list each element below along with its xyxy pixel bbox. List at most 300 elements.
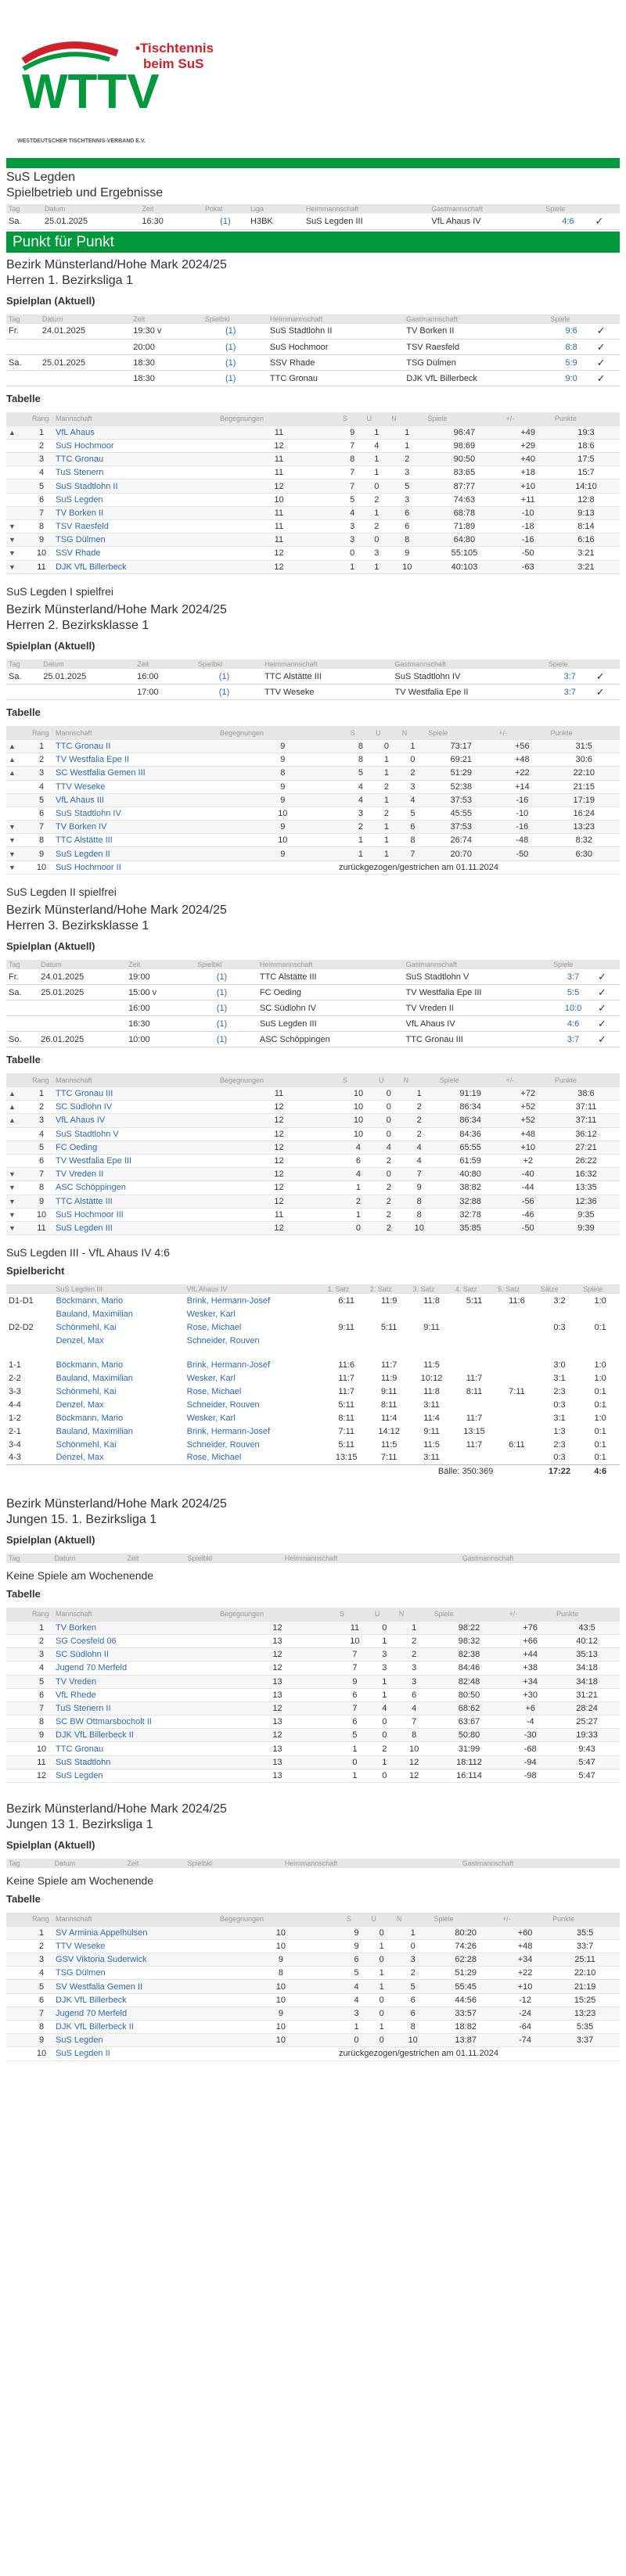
- schedule-row: Sa. 25.01.2025 18:30 (1) SSV Rhade TSG Dülmen 5:9 ✓: [6, 355, 620, 371]
- team-link[interactable]: DJK VfL Billerbeck: [53, 560, 202, 573]
- rank-marker: [6, 1926, 30, 1939]
- column-header: Spielbkl: [203, 314, 259, 324]
- column-header: Tag: [6, 314, 40, 324]
- team-link[interactable]: ASC Schöppingen: [53, 1181, 202, 1195]
- column-header: U: [365, 412, 390, 426]
- table-row: 4 TSG Dülmen 8 5 1 2 51:29 +22 22:10: [6, 1967, 620, 1980]
- team-link[interactable]: VfL Rhede: [53, 1688, 202, 1701]
- table-row: 10 SuS Legden II zurückgezogen/gestrichen am 01.11.2024: [6, 2047, 620, 2060]
- team-link[interactable]: TTC Alstätte III: [53, 834, 202, 847]
- team-link[interactable]: TuS Stenern: [53, 466, 202, 480]
- column-header: Rang: [30, 1608, 53, 1621]
- column-header: Zeit: [131, 314, 193, 324]
- column-header: Gastmannschaft: [393, 659, 546, 669]
- rank-marker: [6, 493, 30, 506]
- report-row: Denzel, Max Schneider, Rouven: [56, 1335, 260, 1345]
- column-header: Spiele: [431, 1913, 499, 1926]
- column-header: Tag: [6, 1554, 52, 1563]
- arrow-up-icon: ▲: [6, 1114, 30, 1127]
- table-row: 3 TTC Gronau 11 8 1 2 90:50 +40 17:5: [6, 453, 620, 466]
- column-header: Heimmannschaft: [304, 204, 430, 214]
- arrow-up-icon: ▲: [6, 1087, 30, 1101]
- rank-marker: [6, 2007, 30, 2020]
- schedule-row: Sa. 25.01.2025 16:00 (1) TTC Alstätte III SuS Stadtlohn IV 3:7 ✓: [6, 669, 620, 684]
- match-score-link[interactable]: 8:8: [549, 340, 595, 355]
- column-header: 2. Satz: [368, 1284, 410, 1294]
- spielplan-label: Spielplan (Aktuell): [6, 294, 95, 307]
- table-row: ▼ 9 SuS Legden II 9 1 1 7 20:70 -50 6:30: [6, 847, 620, 860]
- column-header: [6, 412, 30, 426]
- team-link[interactable]: SuS Hochmoor: [53, 439, 202, 452]
- schedule-row: 16:00 (1) SC Südlohn IV TV Vreden II 10:0 ✓: [6, 1001, 620, 1016]
- column-header: Datum: [52, 1554, 125, 1563]
- column-header: Begegnungen: [218, 1913, 344, 1926]
- table-row: 6 DJK VfL Billerbeck 10 4 0 6 44:56 -12 15:25: [6, 1993, 620, 2007]
- team-link[interactable]: SuS Legden II: [53, 847, 202, 860]
- column-header: Punkte: [554, 1608, 620, 1621]
- table-row: 12 SuS Legden 13 1 0 12 16:114 -98 5:47: [6, 1769, 620, 1782]
- league-region: Bezirk Münsterland/Hohe Mark 2024/25: [6, 257, 227, 271]
- arrow-up-icon: ▲: [6, 753, 30, 767]
- column-header: [186, 960, 195, 969]
- column-header: [447, 1554, 460, 1563]
- column-header: Spiele: [551, 960, 595, 969]
- sets-total: 17:22: [538, 1464, 581, 1478]
- team-link[interactable]: SuS Stadtlohn II: [53, 480, 202, 493]
- match-score-link[interactable]: 5:5: [551, 985, 595, 1001]
- team-link[interactable]: TTV Weseke: [53, 780, 202, 793]
- team-link[interactable]: TTC Gronau: [53, 1742, 202, 1755]
- rank-marker: [6, 2021, 30, 2034]
- match-score-link[interactable]: 9:6: [549, 324, 595, 340]
- column-header: Tag: [6, 960, 38, 969]
- column-header: Punkte: [550, 1913, 620, 1926]
- match-score-link[interactable]: 9:0: [549, 371, 595, 386]
- column-header: U: [369, 1913, 394, 1926]
- column-header: Rang: [30, 1073, 53, 1087]
- report-row: Bauland, Maximilian Wesker, Karl: [56, 1309, 236, 1319]
- team-link[interactable]: TV Borken: [53, 1621, 202, 1634]
- league-region: Bezirk Münsterland/Hohe Mark 2024/25: [6, 1497, 227, 1511]
- match-count-link[interactable]: (1): [195, 1001, 249, 1016]
- column-header: [269, 1554, 282, 1563]
- schedule-row: Fr. 24.01.2025 19:30 v (1) SuS Stadtlohn II TV Borken II 9:6 ✓: [6, 324, 620, 340]
- team-link[interactable]: SC BW Ottmarsbocholt II: [53, 1716, 202, 1729]
- column-header: +/-: [496, 726, 548, 739]
- team-link[interactable]: TTC Alstätte III: [53, 1195, 202, 1208]
- column-header: [193, 204, 203, 214]
- team-link[interactable]: TV Vreden II: [53, 1168, 202, 1181]
- match-score-link[interactable]: 4:6: [551, 1016, 595, 1032]
- column-header: Datum: [40, 314, 131, 324]
- column-header: Zeit: [139, 204, 192, 214]
- report-row: 3-3 Schönmehl, Kai Rose, Michael 11:7 9:11 11:8 8:11 7:11 2:3 0:1: [9, 1386, 606, 1396]
- schedule-row: Sa. 25.01.2025 15:00 v (1) FC Oeding TV Westfalia Epe III 5:5 ✓: [6, 985, 620, 1001]
- team-link[interactable]: TV Borken II: [53, 506, 202, 519]
- withdrawn-note: zurückgezogen/gestrichen am 01.11.2024: [218, 860, 620, 874]
- column-header: [6, 1913, 30, 1926]
- column-header: 4. Satz: [453, 1284, 495, 1294]
- match-score-link[interactable]: 4:6: [543, 214, 592, 229]
- column-header: U: [372, 1608, 397, 1621]
- team-link[interactable]: TSG Dülmen: [53, 1967, 202, 1980]
- match-count-link[interactable]: (1): [203, 355, 259, 371]
- check-icon: ✓: [595, 324, 620, 340]
- column-header: [594, 659, 620, 669]
- team-link[interactable]: DJK VfL Billerbeck: [53, 1993, 202, 2007]
- column-header: S: [340, 1073, 376, 1087]
- no-games-note: Keine Spiele am Wochenende: [6, 1874, 154, 1887]
- team-link[interactable]: TuS Stenern II: [53, 1701, 202, 1715]
- match-score-link[interactable]: 10:0: [551, 1001, 595, 1016]
- league-region: Bezirk Münsterland/Hohe Mark 2024/25: [6, 903, 227, 917]
- table-row: 4 TTV Weseke 9 4 2 3 52:38 +14 21:15: [6, 780, 620, 793]
- match-score-link[interactable]: 5:9: [549, 355, 595, 371]
- free-note: SuS Legden II spielfrei: [6, 885, 117, 898]
- standings-table: [6, 726, 620, 875]
- column-header: Tag: [6, 1859, 52, 1868]
- column-header: Mannschaft: [53, 1073, 202, 1087]
- table-row: 5 FC Oeding 12 4 4 4 65:55 +10 27:21: [6, 1141, 620, 1154]
- schedule-table: [6, 314, 620, 387]
- match-score-link[interactable]: 3:7: [546, 684, 594, 700]
- check-icon: ✓: [595, 969, 620, 985]
- league-name: Jungen 15. 1. Bezirksliga 1: [6, 1513, 157, 1527]
- table-row: 3 SC Südlohn II 12 7 3 2 82:38 +44 35:13: [6, 1648, 620, 1662]
- column-header: Heimmannschaft: [282, 1859, 447, 1868]
- column-header: Liga: [248, 204, 304, 214]
- team-link[interactable]: SC Südlohn II: [53, 1648, 202, 1662]
- column-header: [171, 1859, 185, 1868]
- table-row: ▼ 8 TSV Raesfeld 11 3 2 6 71:89 -18 8:14: [6, 520, 620, 534]
- table-row: 6 TV Westfalia Epe III 12 6 2 4 61:59 +2 26:22: [6, 1154, 620, 1167]
- table-row: ▼ 9 TSG Dülmen 11 3 0 8 64:80 -16 6:16: [6, 534, 620, 547]
- table-row: 1 TV Borken 12 11 0 1 98:22 +76 43:5: [6, 1621, 620, 1634]
- schedule-table: [6, 659, 620, 701]
- team-link[interactable]: SuS Stadtlohn IV: [53, 807, 202, 820]
- team-link[interactable]: SuS Hochmoor III: [53, 1208, 202, 1221]
- rank-marker: [6, 1716, 30, 1729]
- schedule-row: 18:30 (1) TTC Gronau DJK VfL Billerbeck 9:0 ✓: [6, 371, 620, 386]
- rank-marker: [6, 1742, 30, 1755]
- column-header: S: [340, 412, 365, 426]
- column-header: 5. Satz: [495, 1284, 538, 1294]
- arrow-up-icon: ▲: [6, 1101, 30, 1114]
- check-icon: ✓: [594, 669, 620, 684]
- column-header: Pokal: [203, 204, 248, 214]
- tabelle-label: Tabelle: [6, 706, 41, 719]
- check-icon: ✓: [595, 985, 620, 1001]
- team-link[interactable]: SV Arminia Appelhülsen: [53, 1926, 202, 1939]
- column-header: Zeit: [135, 659, 186, 669]
- column-header: [202, 1913, 218, 1926]
- logo-tagline-1: •Tischtennis: [135, 41, 214, 56]
- team-link[interactable]: TTC Gronau II: [53, 739, 202, 753]
- team-link[interactable]: SC Südlohn IV: [53, 1101, 202, 1114]
- table-row: ▲ 1 VfL Ahaus 11 9 1 1 96:47 +49 19:3: [6, 426, 620, 439]
- arrow-up-icon: ▲: [6, 739, 30, 753]
- match-count-link[interactable]: (1): [195, 985, 249, 1001]
- rank-marker: [6, 2047, 30, 2060]
- logo-org-name: WESTDEUTSCHER TISCHTENNIS-VERBAND E.V.: [17, 138, 146, 144]
- team-link[interactable]: TTC Gronau III: [53, 1087, 202, 1101]
- column-header: [395, 314, 404, 324]
- table-row: 4 Jugend 70 Merfeld 12 7 3 3 84:46 +38 34:18: [6, 1662, 620, 1675]
- column-header: Spiele: [543, 204, 592, 214]
- column-header: [269, 1859, 282, 1868]
- table-row: 6 SuS Legden 10 5 2 3 74:63 +11 12:8: [6, 493, 620, 506]
- team-link[interactable]: SG Coesfeld 06: [53, 1634, 202, 1647]
- team-link[interactable]: TV Westfalia Epe III: [53, 1154, 202, 1167]
- table-row: 5 TV Vreden 13 9 1 3 82:48 +34 34:18: [6, 1675, 620, 1688]
- column-header: N: [400, 726, 426, 739]
- table-row: 6 SuS Stadtlohn IV 10 3 2 5 45:55 -10 16:24: [6, 807, 620, 820]
- team-link[interactable]: SuS Legden: [53, 2034, 202, 2047]
- arrow-down-icon: ▼: [6, 1221, 30, 1234]
- rank-marker: [6, 1662, 30, 1675]
- column-header: [249, 960, 257, 969]
- arrow-down-icon: ▼: [6, 1181, 30, 1195]
- column-header: [258, 314, 267, 324]
- team-link[interactable]: DJK VfL Billerbeck II: [53, 2021, 202, 2034]
- spielplan-label: Spielplan (Aktuell): [6, 940, 95, 952]
- rank-marker: [6, 1939, 30, 1953]
- match-count-link[interactable]: (1): [203, 371, 259, 386]
- rank-marker: [6, 807, 30, 820]
- table-row: 9 DJK VfL Billerbeck II 12 5 0 8 50:80 -30 19:33: [6, 1729, 620, 1742]
- table-row: 6 VfL Rhede 13 6 1 6 80:50 +30 31:21: [6, 1688, 620, 1701]
- match-count-link[interactable]: (1): [196, 684, 254, 700]
- team-link[interactable]: TSG Dülmen: [53, 534, 202, 547]
- column-header: Mannschaft: [53, 412, 202, 426]
- column-header: +/-: [500, 1913, 550, 1926]
- column-header: [6, 726, 30, 739]
- rank-marker: [6, 1675, 30, 1688]
- team-link[interactable]: SuS Legden: [53, 1769, 202, 1782]
- tabelle-label: Tabelle: [6, 1893, 41, 1905]
- report-title: SuS Legden III - VfL Ahaus IV 4:6: [6, 1246, 170, 1259]
- report-table: [6, 1284, 620, 1478]
- column-header: Heimmannschaft: [262, 659, 383, 669]
- check-icon: ✓: [595, 340, 620, 355]
- column-header: Mannschaft: [53, 1608, 202, 1621]
- table-row: ▼ 11 DJK VfL Billerbeck 12 1 1 10 40:103 -63 3:21: [6, 560, 620, 573]
- check-icon: ✓: [592, 214, 620, 229]
- column-header: Spiele: [437, 1073, 504, 1087]
- report-row: 1-1 Böckmann, Mario Brink, Hermann-Josef 11:6 11:7 11:5 3:0 1:0: [9, 1360, 606, 1370]
- match-count-link[interactable]: (1): [195, 1032, 249, 1047]
- team-link[interactable]: TV Borken IV: [53, 821, 202, 834]
- standings-table: [6, 1073, 620, 1235]
- column-header: Spielbkl: [185, 1859, 268, 1868]
- table-row: 9 SuS Legden 10 0 0 10 13:87 -74 3:37: [6, 2034, 620, 2047]
- table-row: 5 SV Westfalia Gemen II 10 4 1 5 55:45 +10 21:19: [6, 1980, 620, 1993]
- team-link[interactable]: TV Westfalia Epe II: [53, 753, 202, 767]
- match-count-link[interactable]: (1): [203, 214, 248, 229]
- team-link[interactable]: SuS Legden: [53, 493, 202, 506]
- rank-marker: [6, 1127, 30, 1141]
- spielbericht-label: Spielbericht: [6, 1265, 65, 1277]
- column-header: Gastmannschaft: [460, 1554, 620, 1563]
- column-header: Begegnungen: [218, 1608, 337, 1621]
- team-link[interactable]: Jugend 70 Merfeld: [53, 1662, 202, 1675]
- spielplan-label: Spielplan (Aktuell): [6, 1534, 95, 1547]
- column-header: Heimmannschaft: [257, 960, 395, 969]
- arrow-down-icon: ▼: [6, 821, 30, 834]
- table-row: 7 Jugend 70 Merfeld 9 3 0 6 33:57 -24 13:23: [6, 2007, 620, 2020]
- column-header: Datum: [52, 1859, 125, 1868]
- team-link[interactable]: SC Westfalia Gemen III: [53, 767, 202, 780]
- match-score-link[interactable]: 3:7: [551, 1032, 595, 1047]
- team-link[interactable]: SuS Hochmoor II: [53, 860, 202, 874]
- team-link[interactable]: SuS Legden II: [53, 2047, 202, 2060]
- column-header: Mannschaft: [53, 726, 202, 739]
- table-row: ▼ 10 SSV Rhade 12 0 3 9 55:105 -50 3:21: [6, 547, 620, 560]
- column-header: VfL Ahaus IV: [185, 1284, 326, 1294]
- arrow-down-icon: ▼: [6, 547, 30, 560]
- green-bar: [6, 158, 620, 168]
- column-header: Datum: [41, 659, 135, 669]
- table-row: 2 SG Coesfeld 06 13 10 1 2 98:32 +66 40:12: [6, 1634, 620, 1647]
- column-header: N: [389, 412, 425, 426]
- schedule-table: [6, 960, 620, 1048]
- rank-marker: [6, 439, 30, 452]
- team-link[interactable]: SSV Rhade: [53, 547, 202, 560]
- column-header: SuS Legden III: [53, 1284, 184, 1294]
- column-header: [202, 1608, 218, 1621]
- check-icon: ✓: [595, 371, 620, 386]
- team-link[interactable]: VfL Ahaus III: [53, 793, 202, 807]
- rank-marker: [6, 1154, 30, 1167]
- team-link[interactable]: Jugend 70 Merfeld: [53, 2007, 202, 2020]
- column-header: Spiele: [426, 726, 496, 739]
- table-row: 8 DJK VfL Billerbeck II 10 1 1 8 18:82 -64 5:35: [6, 2021, 620, 2034]
- report-row: D1-D1 Böckmann, Mario Brink, Hermann-Josef 6:11 11:9 11:8 5:11 11:6 3:2 1:0: [9, 1295, 606, 1306]
- rank-marker: [6, 2034, 30, 2047]
- team-link[interactable]: TV Vreden: [53, 1675, 202, 1688]
- column-header: +/-: [504, 412, 552, 426]
- arrow-up-icon: ▲: [6, 426, 30, 439]
- column-header: Punkte: [552, 1073, 620, 1087]
- match-score-link[interactable]: 3:7: [551, 969, 595, 985]
- column-header: [595, 314, 620, 324]
- rank-marker: [6, 1953, 30, 1967]
- team-link[interactable]: SuS Stadtlohn: [53, 1755, 202, 1769]
- match-count-link[interactable]: (1): [195, 969, 249, 985]
- match-count-link[interactable]: (1): [203, 324, 259, 340]
- table-row: ▼ 11 SuS Legden III 12 0 2 10 35:85 -50 9:39: [6, 1221, 620, 1234]
- check-icon: ✓: [595, 1001, 620, 1016]
- table-row: 3 GSV Viktoria Suderwick 9 6 0 3 62:28 +34 25:11: [6, 1953, 620, 1967]
- arrow-up-icon: ▲: [6, 767, 30, 780]
- team-link[interactable]: SV Westfalia Gemen II: [53, 1980, 202, 1993]
- column-header: S: [337, 1608, 372, 1621]
- column-header: S: [344, 1913, 369, 1926]
- column-header: [202, 726, 218, 739]
- logo-tagline-2: beim SuS: [143, 56, 204, 71]
- rank-marker: [6, 1993, 30, 2007]
- match-score-link[interactable]: 3:7: [546, 669, 594, 684]
- rank-marker: [6, 480, 30, 493]
- club-name: SuS Legden: [6, 171, 76, 184]
- column-header: 3. Satz: [410, 1284, 452, 1294]
- column-header: Tag: [6, 204, 42, 214]
- column-header: Spiele: [432, 1608, 507, 1621]
- team-link[interactable]: TSV Raesfeld: [53, 520, 202, 534]
- spielplan-label: Spielplan (Aktuell): [6, 1839, 95, 1851]
- column-header: 1. Satz: [325, 1284, 367, 1294]
- rank-marker: [6, 1729, 30, 1742]
- no-games-note: Keine Spiele am Wochenende: [6, 1569, 154, 1583]
- column-header: [6, 1284, 53, 1294]
- column-header: Zeit: [126, 960, 186, 969]
- team-link[interactable]: DJK VfL Billerbeck II: [53, 1729, 202, 1742]
- club-subtitle: Spielbetrieb und Ergebnisse: [6, 186, 164, 199]
- table-row: 2 TTV Weseke 10 9 1 0 74:26 +48 33:7: [6, 1939, 620, 1953]
- column-header: S: [348, 726, 374, 739]
- team-link[interactable]: SuS Legden III: [53, 1221, 202, 1234]
- report-row: 3-4 Schönmehl, Kai Schneider, Rouven 5:11 11:5 11:5 11:7 6:11 2:3 0:1: [9, 1439, 606, 1450]
- standings-table: [6, 412, 620, 574]
- match-count-link[interactable]: (1): [195, 1016, 249, 1032]
- arrow-down-icon: ▼: [6, 520, 30, 534]
- column-header: Heimmannschaft: [282, 1554, 447, 1563]
- team-link[interactable]: VfL Ahaus IV: [53, 1114, 202, 1127]
- team-link[interactable]: GSV Viktoria Suderwick: [53, 1953, 202, 1967]
- report-row: 2-1 Bauland, Maximilian Brink, Hermann-Josef 7:11 14:12 9:11 13:15 1:3 0:1: [9, 1426, 606, 1436]
- table-row: ▼ 9 TTC Alstätte III 12 2 2 8 32:88 -56 12:36: [6, 1195, 620, 1208]
- match-count-link[interactable]: (1): [203, 340, 259, 355]
- column-header: [194, 314, 203, 324]
- column-header: Tag: [6, 659, 41, 669]
- schedule-row: 17:00 (1) TTV Weseke TV Westfalia Epe II 3:7 ✓: [6, 684, 620, 700]
- rank-marker: [6, 1621, 30, 1634]
- team-link[interactable]: VfL Ahaus: [53, 426, 202, 439]
- report-total-row: [6, 1464, 620, 1478]
- standings-table: [6, 1608, 620, 1783]
- arrow-down-icon: ▼: [6, 1195, 30, 1208]
- arrow-down-icon: ▼: [6, 1168, 30, 1181]
- table-row: ▼ 10 SuS Hochmoor III 11 1 2 8 32:78 -46 9:35: [6, 1208, 620, 1221]
- table-row: 7 TV Borken II 11 4 1 6 68:78 -10 9:13: [6, 506, 620, 519]
- check-icon: ✓: [594, 684, 620, 700]
- table-row: ▼ 8 ASC Schöppingen 12 1 2 9 38:82 -44 13:35: [6, 1181, 620, 1195]
- table-row: 5 VfL Ahaus III 9 4 1 4 37:53 -16 17:19: [6, 793, 620, 807]
- rank-marker: [6, 1648, 30, 1662]
- league-region: Bezirk Münsterland/Hohe Mark 2024/25: [6, 1802, 227, 1816]
- tabelle-label: Tabelle: [6, 393, 41, 404]
- column-header: Spielbkl: [196, 659, 254, 669]
- team-link[interactable]: TTV Weseke: [53, 1939, 202, 1953]
- column-header: Mannschaft: [53, 1913, 202, 1926]
- team-link[interactable]: FC Oeding: [53, 1141, 202, 1154]
- schedule-row: So. 26.01.2025 10:00 (1) ASC Schöppingen TTC Gronau III 3:7 ✓: [6, 1032, 620, 1047]
- column-header: Gastmannschaft: [460, 1859, 620, 1868]
- league-region: Bezirk Münsterland/Hohe Mark 2024/25: [6, 602, 227, 616]
- check-icon: ✓: [595, 1016, 620, 1032]
- team-link[interactable]: TTC Gronau: [53, 453, 202, 466]
- column-header: U: [373, 726, 400, 739]
- table-row: ▲ 1 TTC Gronau III 11 10 0 1 91:19 +72 38:6: [6, 1087, 620, 1101]
- arrow-down-icon: ▼: [6, 1208, 30, 1221]
- top-match-row: Sa. 25.01.2025 16:30 (1) H3BK SuS Legden III VfL Ahaus IV 4:6 ✓: [6, 214, 620, 229]
- report-row: 4-3 Denzel, Max Rose, Michael 13:15 7:11 3:11 0:3 0:1: [9, 1453, 606, 1463]
- match-count-link[interactable]: (1): [196, 669, 254, 684]
- column-header: Punkte: [548, 726, 620, 739]
- team-link[interactable]: SuS Stadtlohn V: [53, 1127, 202, 1141]
- column-header: Sätze: [538, 1284, 581, 1294]
- table-row: ▲ 3 SC Westfalia Gemen III 8 5 1 2 51:29 +22 22:10: [6, 767, 620, 780]
